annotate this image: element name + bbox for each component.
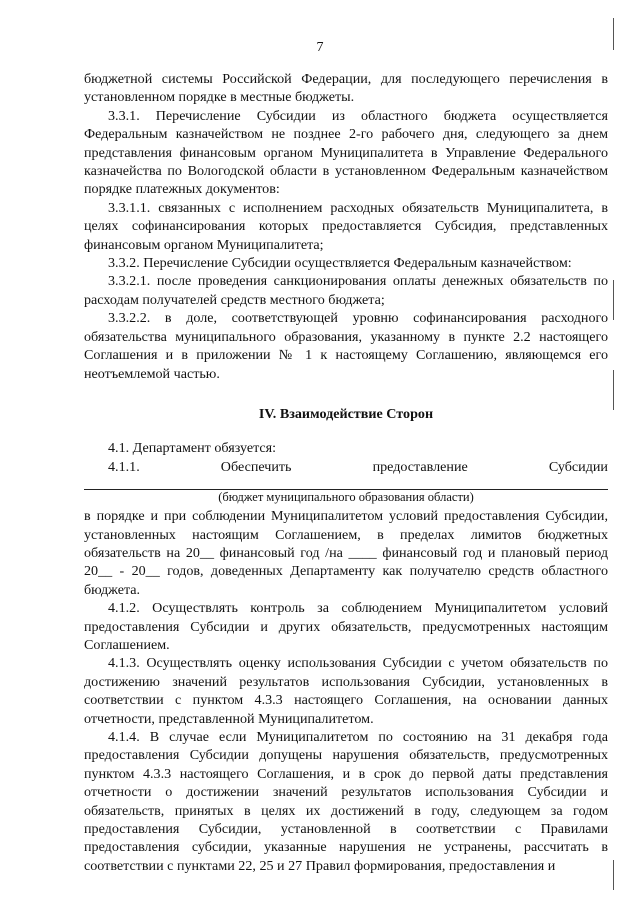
paragraph-continuation: бюджетной системы Российской Федерации, для последующего перечисления в установленном порядке в местные бюджеты. [84,71,608,106]
scan-artifact-line [613,370,614,410]
paragraph-3-3-1: 3.3.1. Перечисление Субсидии из областного бюджета осуществляется Федеральным казначейством не позднее 2-го рабочего дня, следующего за днем представления финансовым органом Муниципалитета в Управление Федерального казначейства по Вологодской области в установленном Федеральным казначейством порядке платежных документов: [84,107,608,198]
fill-in-caption: (бюджет муниципального образования области) [218,490,474,505]
document-body [84,70,608,875]
scan-artifact-line [613,18,614,50]
paragraph-3-3-2-1: 3.3.2.1. после проведения санкционирования оплаты денежных обязательств по расходам получателей средств местного бюджета; [84,273,608,308]
word-subsidy: Субсидии [548,458,608,475]
scan-artifact-line [613,280,614,320]
paragraph-3-3-1-1: 3.3.1.1. связанных с исполнением расходных обязательств Муниципалитета, в целях софинансирования которых предоставляется Субсидия, представленных финансовым органом Муниципалитета; [84,199,608,253]
paragraph-4-1-1-line [84,458,608,476]
section-heading: IV. Взаимодействие Сторон [258,405,434,422]
clause-number: 4.1.1. [108,458,140,475]
paragraph-4-1-4: 4.1.4. В случае если Муниципалитетом по состоянию на 31 декабря года предоставления Субсидии допущены нарушения обязательств, предусмотренных пунктом 4.3.3 настоящего Соглашения, и в срок до первой даты представления отчетности о достижении значений результатов использования Субсидии и обязательств, принятых в целях их достижений в году, следующем за годом предоставления Субсидии, установленной в соответствии с Правилами предоставления субсидии, указанные нарушения не устранены, рассчитать в соответствии с пунктами 22, 25 и 27 Правил формирования, предоставления и [84,729,608,874]
word-provide: Обеспечить [220,458,292,475]
paragraph-4-1-2: 4.1.2. Осуществлять контроль за соблюдением Муниципалитетом условий предоставления Субсидии и других обязательств, предусмотренных настоящим Соглашением. [84,600,608,653]
word-provision: предоставление [372,458,468,475]
scan-artifact-line [613,860,614,890]
paragraph-4-1-3: 4.1.3. Осуществлять оценку использования Субсидии с учетом обязательств по достижению значений результатов использования Субсидии, установленных в соответствии с пунктом 4.3.3 настоящего Соглашения, на основании данных отчетности, представленной Муниципалитетом. [84,655,608,727]
paragraph-3-3-2-2: 3.3.2.2. в доле, соответствующей уровню софинансирования расходного обязательства муниципального образования, указанному в пункте 2.2 настоящего Соглашения и в приложении № 1 к настоящему Соглашению, являющемся его неотъемлемой частью. [84,310,608,382]
paragraph-4-1-1-continuation: в порядке и при соблюдении Муниципалитетом условий предоставления Субсидии, установленных настоящим Соглашением, в пределах лимитов бюджетных обязательств на 20__ финансовый год /на ____ финансовый год и плановый период 20__ - 20__ годов, доведенных Департаменту как получателю средств областного бюджета. [84,508,608,598]
paragraph-4-1: 4.1. Департамент обязуется: [108,440,277,457]
page-number: 7 [316,40,324,55]
paragraph-3-3-2: 3.3.2. Перечисление Субсидии осуществляется Федеральным казначейством: [108,255,572,272]
